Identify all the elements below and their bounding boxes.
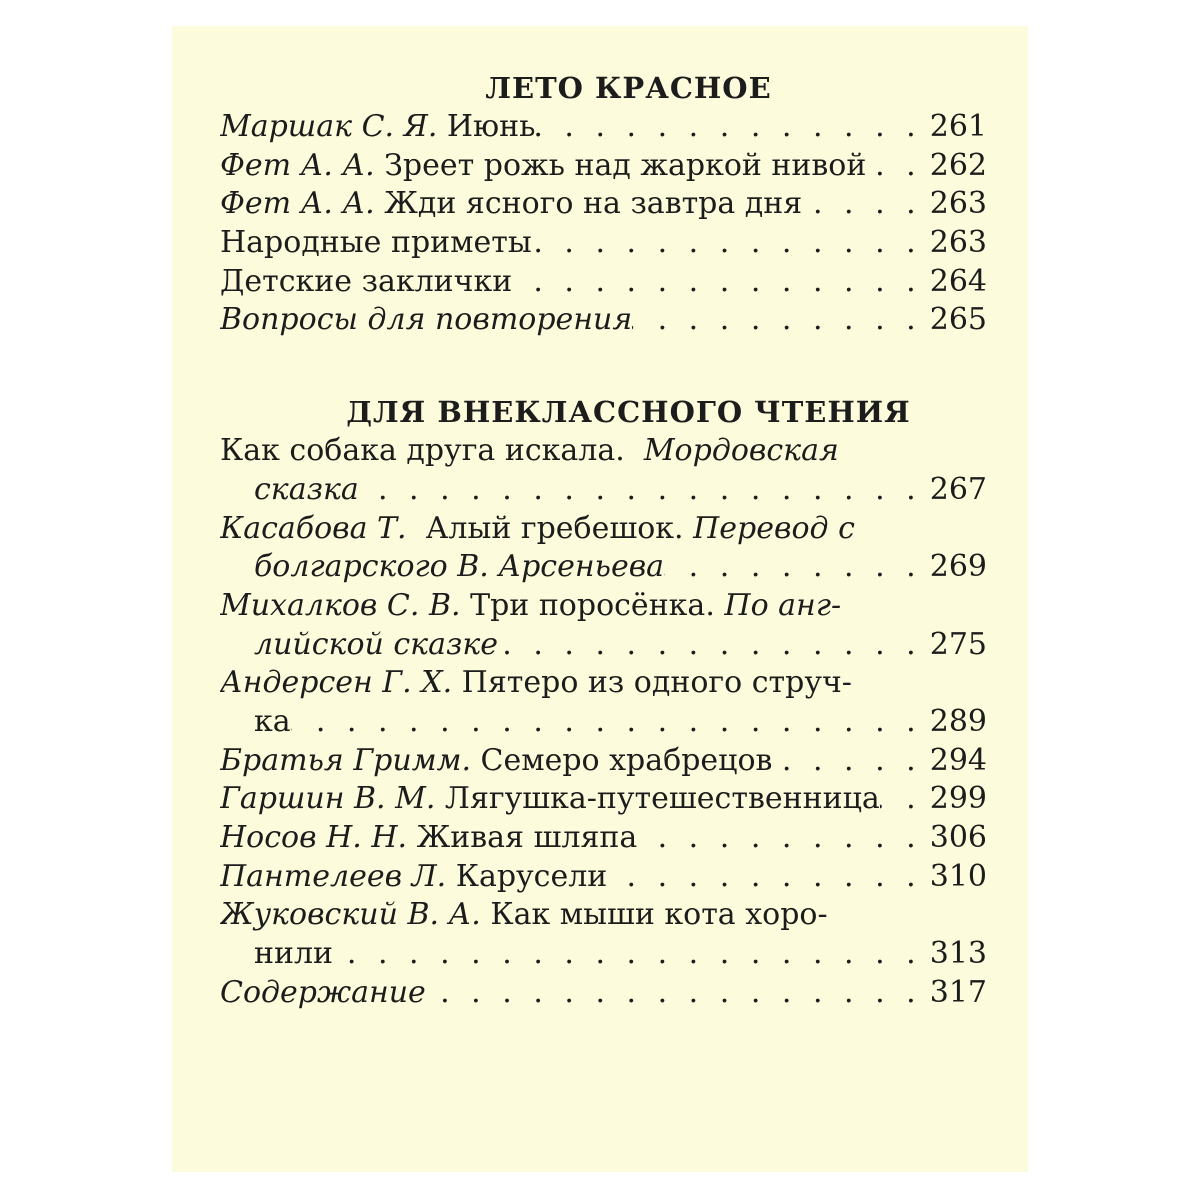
toc-entry-line (220, 935, 987, 974)
toc-entry-text (220, 224, 532, 263)
dot-leader (359, 471, 922, 510)
toc-list-leto-krasnoe (220, 108, 987, 340)
toc-entry-line (220, 626, 987, 665)
toc-entry-line (220, 432, 987, 471)
toc-author: Андерсен Г. Х. (220, 665, 453, 701)
toc-entry-line (220, 301, 987, 340)
toc-entry-text (220, 819, 637, 858)
toc-entry (220, 819, 987, 858)
toc-entry (220, 510, 987, 587)
toc-title: нили (254, 936, 334, 972)
toc-author: Пантелеев Л. (220, 858, 447, 894)
dot-leader (866, 147, 921, 186)
dot-leader (880, 780, 922, 819)
page-number: 313 (929, 936, 987, 972)
toc-title: Семеро храбрецов (471, 742, 773, 778)
page-number: 267 (929, 471, 987, 507)
toc-entry (220, 432, 987, 509)
toc-title: Жди ясного на завтра дня (374, 186, 803, 222)
book-page (172, 26, 1028, 1172)
toc-entry-line (220, 896, 987, 935)
toc-author: Братья Гримм. (220, 742, 471, 778)
toc-entry (220, 147, 987, 186)
dot-leader (772, 742, 921, 781)
toc-entry-text (220, 665, 852, 700)
toc-title: Детские заклички (220, 263, 513, 299)
toc-entry-text (220, 185, 802, 224)
page-number: 263 (929, 186, 987, 222)
toc-title: ка (254, 703, 291, 739)
dot-leader (512, 263, 922, 302)
toc-author: Фет А. А. (220, 186, 375, 222)
toc-title: Алый гребешок. (406, 510, 694, 546)
toc-entry-line (220, 108, 987, 147)
toc-entry-line (220, 703, 987, 742)
toc-entry-text (220, 588, 841, 623)
toc-entry-line (220, 858, 987, 897)
toc-entry-line (220, 587, 987, 626)
toc-entry-line (220, 510, 987, 549)
toc-author: Носов Н. Н. (220, 820, 408, 855)
toc-entry-text (254, 703, 291, 742)
toc-title: Июнь (437, 109, 536, 144)
table-of-contents (220, 68, 987, 1012)
page-number: 317 (929, 974, 987, 1010)
toc-title: Лягушка-путешественница (435, 781, 880, 817)
toc-entry-line (220, 664, 987, 703)
dot-leader (607, 858, 921, 897)
page-number: 289 (929, 703, 987, 739)
page-number: 269 (929, 549, 987, 585)
toc-entry-text (220, 108, 536, 147)
toc-entry-text (220, 742, 772, 781)
toc-note: По анг- (724, 587, 842, 623)
dot-leader (632, 301, 921, 340)
toc-author: Касабова Т. (220, 510, 407, 546)
toc-title: Как собака друга искала. (220, 433, 635, 469)
toc-list-vneklassnoe-chtenie (220, 432, 987, 1012)
toc-entry-line (220, 819, 987, 858)
toc-entry-text (254, 548, 664, 587)
section-title-vneklassnoe-chtenie: ДЛЯ ВНЕКЛАССНОГО ЧТЕНИЯ (346, 395, 911, 430)
toc-entry-line (220, 742, 987, 781)
toc-entry-line (220, 471, 987, 510)
toc-note: лийской сказке (254, 626, 499, 662)
toc-author: Содержание (220, 974, 426, 1010)
toc-note: болгарского В. Арсеньева (254, 549, 665, 585)
toc-note: Мордовская (634, 433, 839, 469)
toc-entry (220, 224, 987, 263)
dot-leader (498, 626, 922, 665)
toc-entry (220, 742, 987, 781)
toc-author: Михалков С. В. (220, 587, 461, 623)
toc-entry-line (220, 974, 987, 1013)
toc-entry (220, 301, 987, 340)
dot-leader (664, 548, 922, 587)
toc-title: Три поросёнка. (460, 587, 725, 623)
dot-leader (637, 819, 921, 858)
toc-note: сказка (254, 471, 359, 507)
toc-entry-text (220, 511, 855, 546)
toc-title: Зреет рожь над жаркой нивой (374, 147, 867, 183)
toc-entry (220, 587, 987, 664)
page-number: 310 (929, 858, 987, 894)
page-number: 275 (929, 626, 987, 662)
toc-title: Живая шляпа (407, 820, 638, 855)
toc-entry-text (220, 263, 512, 302)
toc-entry-text (254, 471, 359, 510)
dot-leader (536, 108, 922, 147)
section-title-leto-krasnoe: ЛЕТО КРАСНОЕ (485, 71, 772, 105)
page-number: 265 (929, 302, 987, 338)
toc-note: Перевод с (693, 510, 855, 546)
toc-title: Карусели (446, 858, 608, 894)
toc-entry (220, 858, 987, 897)
toc-title: Народные приметы (220, 225, 532, 261)
toc-author: Вопросы для повторения (220, 302, 633, 338)
dot-leader (291, 703, 922, 742)
toc-entry-line (220, 224, 987, 263)
dot-leader (426, 974, 922, 1013)
toc-author: Гаршин В. М. (220, 781, 436, 817)
dot-leader (532, 224, 922, 263)
toc-entry-line (220, 147, 987, 186)
page-number: 299 (929, 781, 987, 817)
toc-entry-line (220, 263, 987, 302)
dot-leader (802, 185, 922, 224)
page-number: 306 (929, 820, 987, 855)
page-number: 261 (929, 109, 987, 144)
page-number: 262 (929, 147, 987, 183)
toc-entry-text (220, 301, 632, 340)
toc-entry-line (220, 548, 987, 587)
toc-entry-text (254, 935, 333, 974)
toc-entry (220, 263, 987, 302)
page-number: 264 (929, 263, 987, 299)
toc-title: Пятеро из одного струч- (452, 665, 852, 701)
toc-entry-text (254, 626, 498, 665)
toc-title: Как мыши кота хоро- (480, 897, 828, 933)
toc-author: Жуковский В. А. (220, 897, 481, 933)
toc-entry-text (220, 433, 839, 468)
page-number: 294 (929, 742, 987, 778)
toc-entry (220, 185, 987, 224)
toc-entry (220, 664, 987, 741)
toc-entry (220, 974, 987, 1013)
toc-entry-text (220, 147, 866, 186)
toc-author: Маршак С. Я. (220, 109, 438, 144)
toc-entry-text (220, 858, 607, 897)
page-number: 263 (929, 225, 987, 261)
toc-entry-text (220, 974, 426, 1013)
toc-entry-line (220, 185, 987, 224)
toc-entry-text (220, 897, 828, 932)
toc-entry-line (220, 780, 987, 819)
toc-entry (220, 108, 987, 147)
toc-entry (220, 780, 987, 819)
toc-entry (220, 896, 987, 973)
toc-entry-text (220, 780, 880, 819)
toc-author: Фет А. А. (220, 147, 375, 183)
dot-leader (333, 935, 922, 974)
